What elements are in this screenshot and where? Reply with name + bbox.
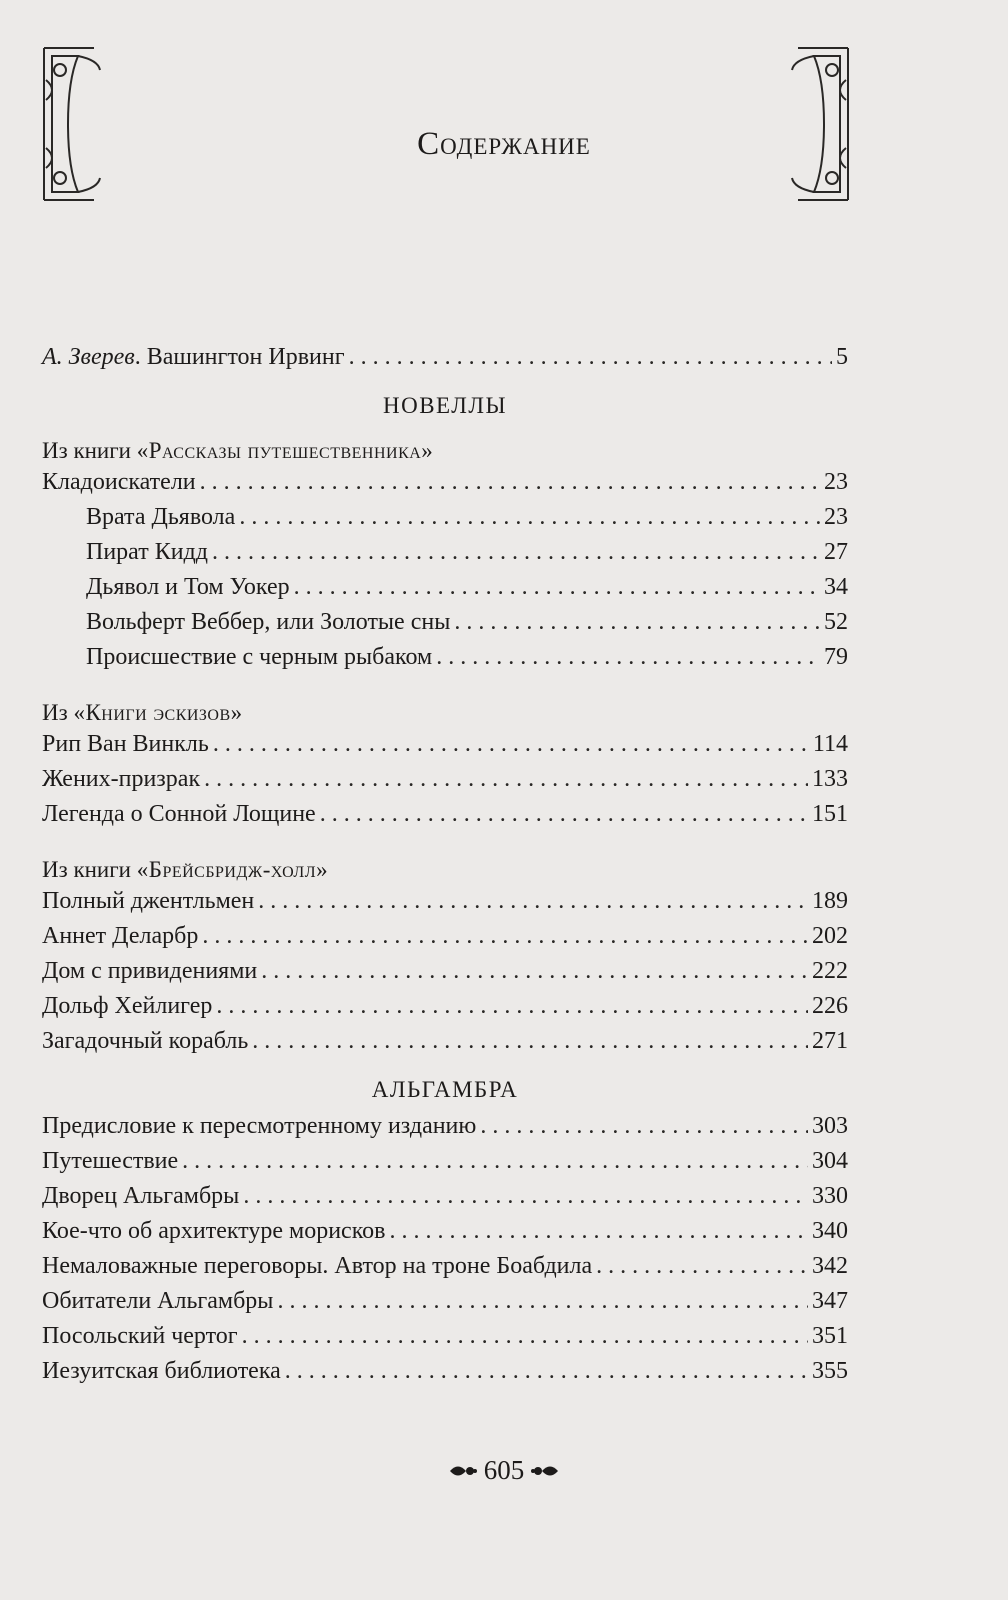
page-footer (0, 1455, 1008, 1486)
toc-entry-title: Аннет Деларбр (42, 923, 199, 949)
toc-entry-page: 222 (812, 958, 848, 984)
dot-leader (212, 535, 820, 570)
toc-entry (42, 989, 848, 1024)
book-heading-title: «Брейсбридж-холл» (136, 857, 329, 882)
dot-leader (239, 500, 820, 535)
toc-entry (42, 1109, 848, 1144)
toc-entry (42, 1319, 848, 1354)
toc-entry (42, 1024, 848, 1059)
dot-leader (389, 1214, 808, 1249)
dot-leader (243, 1179, 808, 1214)
toc-entry-page: 52 (824, 609, 848, 635)
page-title: Содержание (417, 126, 591, 163)
toc-entry-title: Предисловие к пересмотренному изданию (42, 1113, 477, 1139)
dot-leader (258, 884, 808, 919)
toc-entry-title: Обитатели Альгамбры (42, 1288, 274, 1314)
toc-entry-title: Вольферт Веббер, или Золотые сны (86, 609, 451, 635)
toc-entry-title: Кое-что об архитектуре морисков (42, 1218, 386, 1244)
toc-entry-author: А. Зверев (42, 344, 135, 370)
dot-leader (277, 1284, 808, 1319)
book-heading-prefix: Из книги (42, 438, 131, 463)
toc-entry-title: Легенда о Сонной Лощине (42, 801, 316, 827)
toc-entry (42, 500, 848, 535)
toc-entry-title: Врата Дьявола (86, 504, 236, 530)
toc-entry-title: Путешествие (42, 1148, 179, 1174)
toc-entry (42, 884, 848, 919)
toc-entry (42, 954, 848, 989)
toc-entry (42, 1179, 848, 1214)
dot-leader (285, 1354, 808, 1389)
toc-entry-page: 226 (812, 993, 848, 1019)
fleuron-right-icon (530, 1460, 560, 1482)
toc-entry-page: 342 (812, 1253, 848, 1279)
table-of-contents (42, 340, 848, 1389)
dot-leader (454, 605, 820, 640)
toc-entry-title: Происшествие с черным рыбаком (86, 644, 433, 670)
dot-leader (294, 570, 820, 605)
toc-entry-page: 355 (812, 1358, 848, 1384)
dot-leader (200, 465, 820, 500)
toc-entry-page: 5 (836, 344, 848, 370)
dot-leader (252, 1024, 808, 1059)
toc-entry (42, 1214, 848, 1249)
toc-entry-page: 271 (812, 1028, 848, 1054)
toc-entry (42, 605, 848, 640)
dot-leader (436, 640, 820, 675)
toc-entry-page: 330 (812, 1183, 848, 1209)
toc-entry (42, 762, 848, 797)
toc-entry-label: А. Зверев. Вашингтон Ирвинг (42, 344, 345, 370)
book-heading-prefix: Из книги (42, 857, 131, 882)
book-heading (42, 844, 848, 884)
spacer (42, 832, 848, 844)
dot-leader (242, 1319, 808, 1354)
dot-leader (349, 340, 832, 375)
toc-entry (42, 640, 848, 675)
toc-entry-title: Кладоискатели (42, 469, 196, 495)
book-heading (42, 425, 848, 465)
toc-entry-page: 351 (812, 1323, 848, 1349)
toc-entry-page: 34 (824, 574, 848, 600)
toc-entry-page: 23 (824, 504, 848, 530)
toc-entry-page: 151 (812, 801, 848, 827)
dot-leader (204, 762, 808, 797)
toc-entry-title: Пират Кидд (86, 539, 208, 565)
dot-leader (182, 1144, 808, 1179)
section-heading: АЛЬГАМБРА (371, 1077, 519, 1102)
dot-leader (213, 727, 809, 762)
toc-entry-page: 340 (812, 1218, 848, 1244)
toc-entry-title: Немаловажные переговоры. Автор на троне Боабдила (42, 1253, 593, 1279)
toc-entry-page: 304 (812, 1148, 848, 1174)
toc-entry-page: 114 (812, 731, 848, 757)
book-heading-prefix: Из (42, 700, 68, 725)
dot-leader (261, 954, 808, 989)
toc-entry-page: 27 (824, 539, 848, 565)
toc-entry (42, 535, 848, 570)
toc-entry-page: 347 (812, 1288, 848, 1314)
toc-entry-title: Рип Ван Винкль (42, 731, 209, 757)
dot-leader (480, 1109, 808, 1144)
spacer (42, 675, 848, 687)
toc-entry-title: Дворец Альгамбры (42, 1183, 240, 1209)
toc-entry-title: Полный джентльмен (42, 888, 255, 914)
toc-entry (42, 570, 848, 605)
toc-entry (42, 1284, 848, 1319)
toc-entry (42, 465, 848, 500)
toc-entry-page: 189 (812, 888, 848, 914)
toc-entry-title: Загадочный корабль (42, 1028, 249, 1054)
toc-entry (42, 727, 848, 762)
toc-entry-title: Дьявол и Том Уокер (86, 574, 290, 600)
toc-entry-page: 303 (812, 1113, 848, 1139)
book-heading (42, 687, 848, 727)
dot-leader (216, 989, 808, 1024)
toc-entry (42, 1249, 848, 1284)
toc-entry-page: 202 (812, 923, 848, 949)
toc-entry-page: 133 (812, 766, 848, 792)
book-heading-title: «Рассказы путешественника» (136, 438, 434, 463)
toc-entry-title: Посольский чертог (42, 1323, 238, 1349)
toc-entry-title: Дольф Хейлигер (42, 993, 213, 1019)
toc-entry-intro (42, 340, 848, 375)
toc-entry-title: Вашингтон Ирвинг (146, 344, 345, 370)
dot-leader (320, 797, 808, 832)
dot-leader (202, 919, 808, 954)
book-heading-title: «Книги эскизов» (73, 700, 243, 725)
toc-entry (42, 1354, 848, 1389)
toc-entry-title: Дом с привидениями (42, 958, 258, 984)
toc-entry-page: 23 (824, 469, 848, 495)
section-heading: НОВЕЛЛЫ (382, 393, 508, 418)
toc-entry-page: 79 (824, 644, 848, 670)
page-number: 605 (483, 1455, 525, 1485)
dot-leader (596, 1249, 808, 1284)
toc-entry (42, 919, 848, 954)
toc-entry-title: Жених-призрак (42, 766, 201, 792)
fleuron-left-icon (448, 1460, 478, 1482)
toc-entry (42, 1144, 848, 1179)
toc-entry-title: Иезуитская библиотека (42, 1358, 281, 1384)
toc-entry (42, 797, 848, 832)
